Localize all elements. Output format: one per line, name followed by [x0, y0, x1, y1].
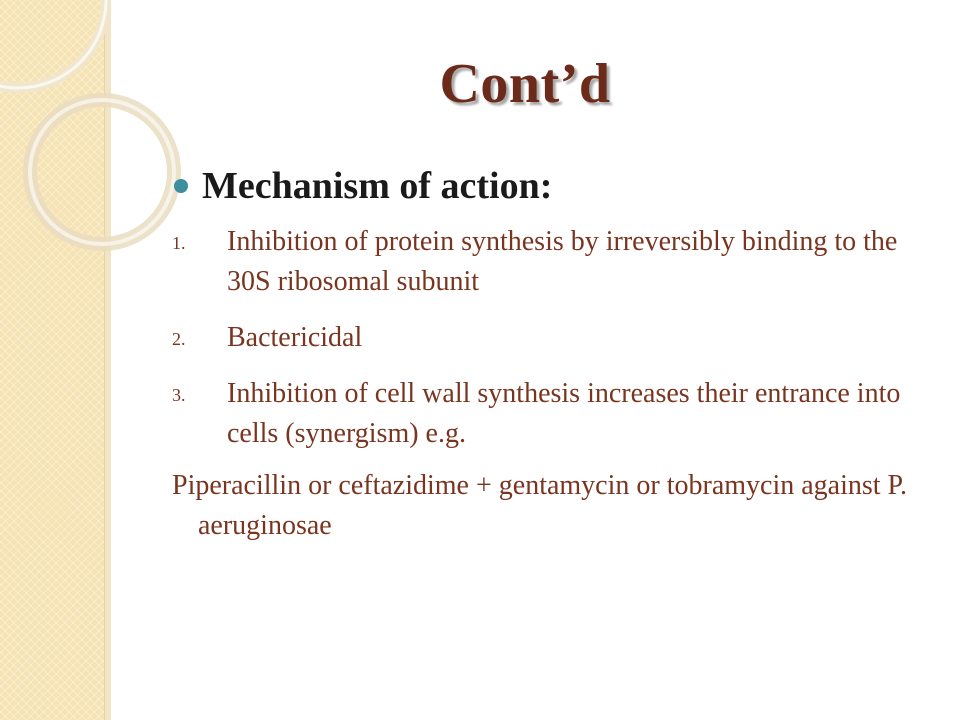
numbered-list — [172, 222, 912, 454]
bullet-heading — [172, 160, 912, 212]
list-item — [172, 318, 912, 358]
list-item-text: Inhibition of protein synthesis by irreversibly binding to the 30S ribosomal subunit — [227, 226, 898, 297]
bullet-heading-text: Mechanism of action: — [202, 165, 553, 207]
list-item-number: 3. — [172, 385, 186, 405]
decorative-circles — [0, 0, 200, 260]
slide-content — [172, 160, 912, 546]
list-item-text: Bactericidal — [227, 322, 363, 353]
list-item — [172, 222, 912, 302]
example-paragraph: Piperacillin or ceftazidime + gentamycin or tobramycin against P. aeruginosae — [172, 470, 908, 541]
bullet-dot-icon — [174, 179, 188, 193]
list-item — [172, 374, 912, 454]
slide-title: Cont’d — [439, 53, 611, 115]
list-item-text: Inhibition of cell wall synthesis increases their entrance into cells (synergism) e.g. — [227, 378, 901, 449]
list-item-number: 1. — [172, 233, 186, 253]
list-item-number: 2. — [172, 329, 186, 349]
